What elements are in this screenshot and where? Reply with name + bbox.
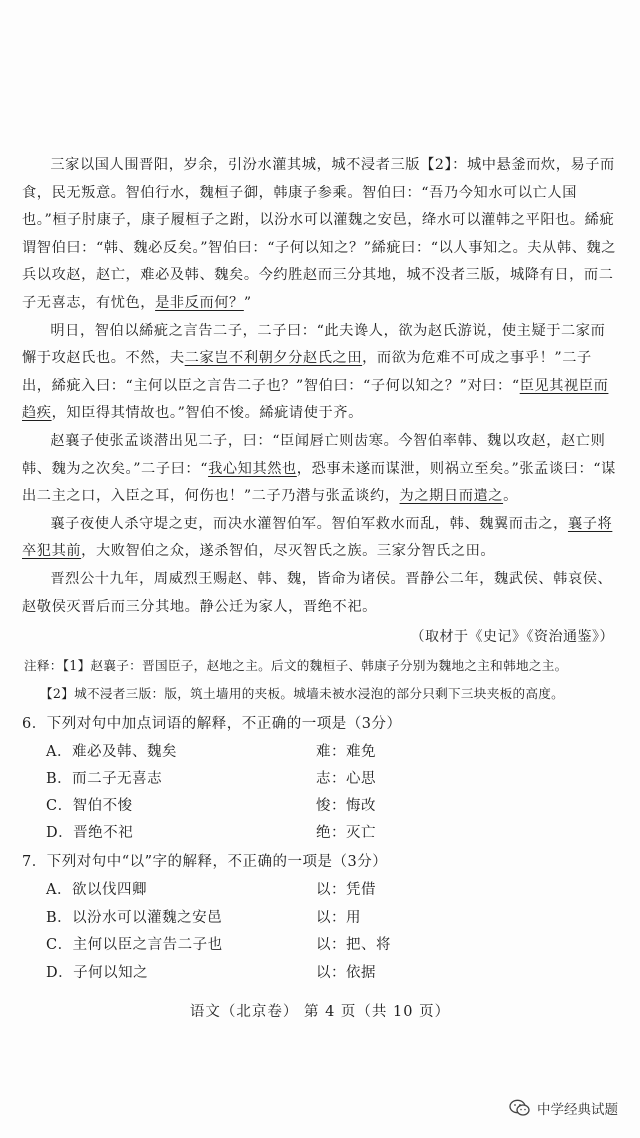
q6-answer-b: 志：心思 [316, 771, 376, 787]
wechat-icon [509, 1099, 531, 1117]
paragraph-2: 明日，智伯以絺疵之言告二子，二子曰：“此夫谗人，欲为赵氏游说，使主疑于二家而懈于攻赵氏也。不然，夫二家岂不利朝夕分赵氏之田，而欲为危难不可成之事乎！”二子出，絺疵入曰：“主何以臣之言告二子也？”智伯曰：“子何以知之？”对曰：“臣见其视臣而趋疾，知臣得其情故也。”智伯不悛。絺疵请使于齐。 [22, 322, 609, 422]
question-7-stem: 7．下列对句中“以”字的解释，不正确的一项是（3分） [22, 854, 388, 870]
paragraph-3: 赵襄子使张孟谈潜出见二子，曰：“臣闻唇亡则齿寒。今智伯率韩、魏以攻赵，赵亡则韩、魏为之次矣。”二子曰：“我心知其然也，恐事未遂而谋泄，则祸立至矣。”张孟谈曰：“谋出二主之口，入臣之耳，何伤也！”二子乃潜与张孟谈约，为之期日而遣之。 [22, 432, 616, 505]
note-2: 【2】城不浸者三版：版，筑土墙用的夹板。城墙未被水浸泡的部分只剩下三块夹板的高度。 [40, 686, 565, 701]
brand-name: 中学经典试题 [537, 1102, 618, 1117]
underlined-phrase: 是非反而何？ [155, 294, 244, 311]
watermark-brand [509, 1098, 618, 1118]
q7-option-a: A．欲以伐四卿 [46, 882, 147, 898]
underlined-phrase: 臣见其视臣而趋疾 [22, 377, 609, 422]
q6-option-c: C．智伯不悛 [46, 798, 133, 814]
q6-option-b: B．而二子无喜志 [46, 771, 163, 787]
q7-option-c: C．主何以臣之言告二子也 [46, 937, 223, 953]
q7-answer-b: 以：用 [316, 910, 361, 926]
underlined-phrase: 我心知其然也 [208, 460, 297, 477]
paragraph-5: 晋烈公十九年，周威烈王赐赵、韩、魏，皆命为诸侯。晋静公二年，魏武侯、韩哀侯、赵敬侯灭晋后而三分其地。静公迁为家人，晋绝不祀。 [22, 570, 613, 615]
q7-answer-c: 以：把、将 [316, 937, 391, 953]
passage [22, 152, 618, 621]
q7-answer-a: 以：凭借 [316, 882, 376, 898]
paragraph-4: 襄子夜使人杀守堤之吏，而决水灌智伯军。智伯军救水而乱，韩、魏翼而击之，襄子将卒犯其前，大败智伯之众，遂杀智伯，尽灭智氏之族。三家分智氏之田。 [22, 515, 613, 560]
underlined-phrase: 为之期日而遣之 [399, 488, 504, 505]
q7-option-d: D．子何以知之 [46, 965, 149, 981]
q6-answer-c: 悛：悔改 [316, 798, 376, 814]
note-1: 注释：【1】赵襄子：晋国臣子，赵地之主。后文的魏桓子、韩康子分别为魏地之主和韩地之主。 [24, 658, 568, 673]
underlined-phrase: 二家岂不利朝夕分赵氏之田 [184, 350, 363, 367]
q6-option-d: D．晋绝不祀 [46, 825, 134, 841]
question-6-stem: 6．下列对句中加点词语的解释，不正确的一项是（3分） [22, 716, 402, 732]
source-citation: （取材于《史记》《资治通鉴》） [410, 629, 614, 645]
q7-answer-d: 以：依据 [316, 965, 376, 981]
q6-answer-d: 绝：灭亡 [316, 825, 376, 841]
paragraph-1: 三家以国人围晋阳，岁余，引汾水灌其城，城不浸者三版【2】：城中悬釜而炊，易子而食，民无叛意。智伯行水，魏桓子御，韩康子参乘。智伯曰：“吾乃今知水可以亡人国也。”桓子肘康子，康子履桓子之跗，以汾水可以灌魏之安邑，绛水可以灌韩之平阳也。絺疵谓智伯曰：“韩、魏必反矣。”智伯曰：“子何以知之？”絺疵曰：“以人事知之。夫从韩、魏之兵以攻赵，赵亡，难必及韩、魏矣。今约胜赵而三分其地，城不没者三版，城降有日，而二子无喜志，有忧色，是非反而何？” [22, 157, 617, 311]
underlined-phrase: 襄子将卒犯其前 [22, 515, 613, 560]
q6-answer-a: 难：难免 [316, 744, 376, 760]
page-footer: 语文（北京卷） 第 4 页（共 10 页） [189, 1004, 451, 1020]
q7-option-b: B．以汾水可以灌魏之安邑 [46, 910, 223, 926]
q6-option-a: A．难必及韩、魏矣 [46, 744, 177, 760]
